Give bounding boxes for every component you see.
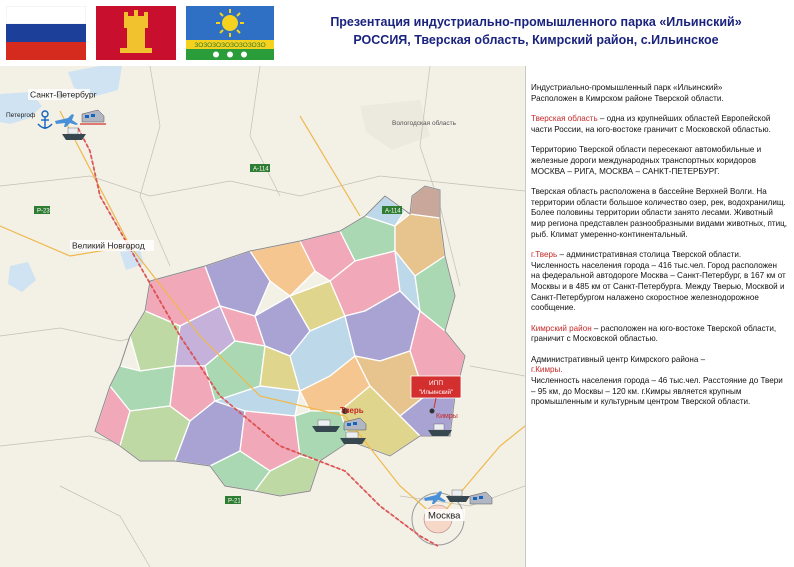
info-paragraph-park bbox=[531, 83, 788, 104]
park-location: Расположен в Кимрском районе Тверской области. bbox=[531, 93, 724, 103]
road-label-1: А-114 bbox=[253, 166, 269, 173]
road-label-3: Р-21 bbox=[228, 498, 241, 505]
page-title-line1: Презентация индустриально-промышленного парка «Ильинский» bbox=[330, 15, 742, 29]
tver-coat-of-arms-icon bbox=[96, 6, 176, 60]
city-label-novgorod: Великий Новгород bbox=[72, 240, 145, 251]
park-marker-line2: "Ильинский" bbox=[418, 390, 454, 396]
info-paragraph-transport: Территорию Тверской области пересекают автомобильные и железные дороги международных транспортных коридоров МОСКВА – РИГА, МОСКВА – САНКТ-ПЕТЕРБУРГ. bbox=[531, 145, 762, 176]
tver-highlight: г.Тверь bbox=[531, 250, 558, 260]
kimry-city-lead: Административный центр Кимрского района – bbox=[531, 354, 706, 364]
page-title-line2: РОССИЯ, Тверская область, Кимрский район, с.Ильинское bbox=[353, 33, 719, 47]
park-marker-line1: ИПП bbox=[428, 380, 444, 387]
road-label-2: Р-23 bbox=[37, 208, 50, 215]
city-label-kimry: Кимры bbox=[436, 413, 458, 420]
kimry-district-highlight: Кимрский район bbox=[531, 323, 592, 333]
kimry-district-description: – расположен на юго-востоке Тверской области, граничит с Московской областью. bbox=[531, 323, 777, 344]
region-highlight: Тверская область bbox=[531, 114, 598, 124]
kimry-city-description: Численность населения города – 46 тыс.чел. Расстояние до Твери – 95 км, до Москвы – 120 км. г.Кимры является крупным промышленным и культурным центром Тверской области. bbox=[531, 376, 783, 407]
city-label-petergof: Петергоф bbox=[6, 112, 36, 119]
city-label-tver: Тверь bbox=[340, 406, 364, 415]
tver-description: – административная столица Тверской области. Численность населения города – 416 тыс.чел. Город расположен на федеральной автодороге Москва – Санкт-Петербург, в 167 км от Москвы и в 485 км от Санкт-Петербурга. Между Тверью, Москвой и Санкт-Петербургом налажено скоростное железнодорожное сообщение. bbox=[531, 250, 786, 313]
regional-map bbox=[0, 66, 525, 567]
info-panel bbox=[525, 66, 794, 567]
kimry-flag-icon bbox=[186, 6, 274, 60]
kimry-city-highlight: г.Кимры. bbox=[531, 365, 563, 375]
info-paragraph-nature: Тверская область расположена в бассейне Верхней Волги. На территории области большое количество озер, рек, водохранилищ. Более половины территории области занято лесами. Животный мир региона представлен разнообразными видами животных, птиц, рыб. Климат умеренно-континентальный. bbox=[531, 187, 788, 239]
park-title: Индустриально-промышленный парк «Ильинский» bbox=[531, 83, 723, 92]
region-description: – одна из крупнейших областей Европейской части России, на юго-востоке граничит с Московской областью. bbox=[531, 114, 771, 134]
info-paragraph-kimry-district bbox=[531, 324, 788, 345]
russia-flag-icon bbox=[6, 6, 86, 60]
slide-header bbox=[0, 0, 794, 66]
region-label-vologda: Вологодская область bbox=[392, 120, 457, 127]
info-paragraph-region bbox=[531, 114, 788, 135]
info-paragraph-kimry-city bbox=[531, 355, 788, 408]
info-paragraph-tver bbox=[531, 250, 788, 314]
city-label-spb: Санкт-Петербург bbox=[30, 89, 97, 100]
city-label-moscow: Москва bbox=[428, 510, 461, 522]
page-title bbox=[282, 14, 790, 49]
kimry-flag-banner-text: ЗОЗОЗОЗОЗОЗОЗОЗО bbox=[194, 42, 266, 49]
road-label-4: А-114 bbox=[385, 208, 401, 215]
